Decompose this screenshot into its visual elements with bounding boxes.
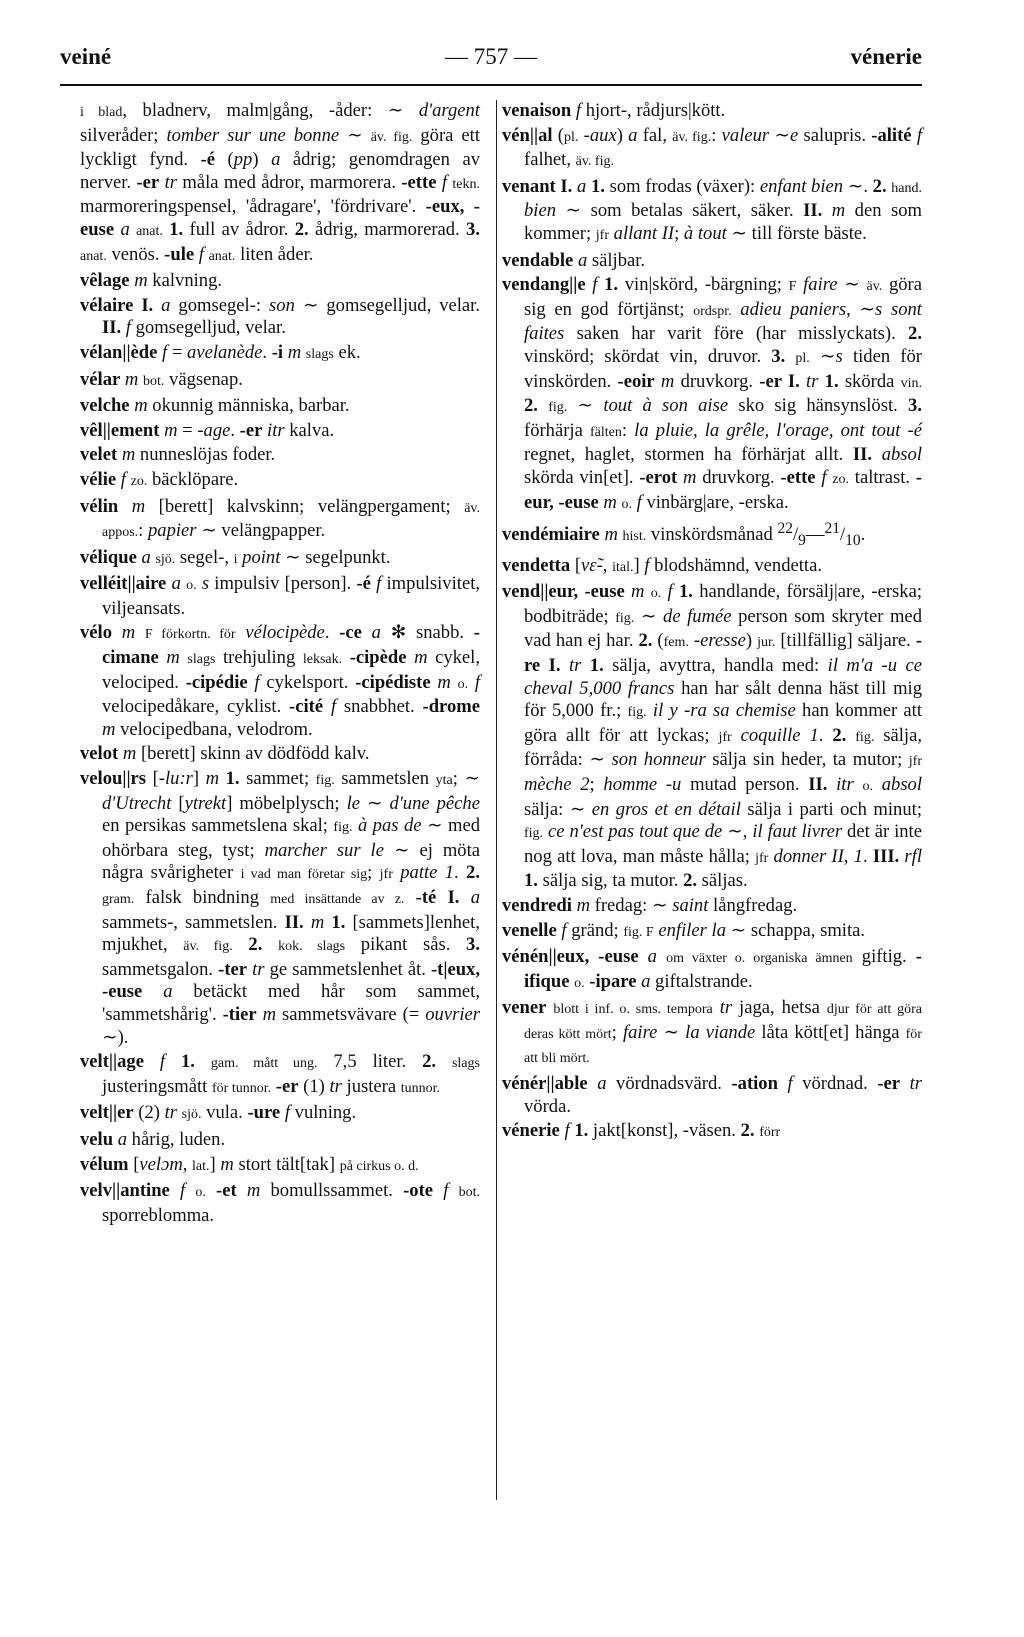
page-number: — 757 — [445,44,537,69]
header-last-word: vénerie [850,44,922,69]
dictionary-entry: vén||al (pl. -aux) a fal, äv. fig.: valeur ∼e salupris. -alité f falhet, äv. fig. [502,124,922,171]
right-column [502,100,922,1147]
dictionary-entry: velou||rs [-lu:r] m 1. sammet; fig. sammetslen yta; ∼ d'Utrecht [ytrekt] möbelplysch; le ∼ d'une pêche en persikas sammetslena skal; fig. à pas de ∼ med ohörbara steg, tyst; marcher sur le ∼ ej möta några svårigheter i vad man företar sig; jfr patte 1. 2. gram. falsk bindning med insättande av z. -té I. a sammets-, sammetslen. II. m 1. [sammets]lenhet, mjukhet, äv. fig. 2. kok. slags pikant sås. 3. sammetsgalon. -ter tr ge sammetslenhet åt. -t|eux, -euse a betäckt med hår som sammet, 'sammetshårig'. -tier m sammetsvävare (= ouvrier ∼). [80,768,481,1048]
header-first-word: veiné [60,44,112,69]
dictionary-entry: velu a hårig, luden. [80,1128,226,1150]
dictionary-entry: velet m nunneslöjas foder. [80,444,276,466]
dictionary-entry: vélique a sjö. segel-, i point ∼ segelpunkt. [80,546,391,568]
dictionary-entry: vélum [velɔm, lat.] m stort tält[tak] på cirkus o. d. [80,1153,419,1175]
dictionary-entry: vélaire I. a gomsegel-: son ∼ gomsegelljud, velar. II. f gomsegelljud, velar. [80,294,480,339]
dictionary-entry: vénerie f 1. jakt[konst], -väsen. 2. förr [502,1120,781,1142]
left-column [80,100,480,1229]
column-separator [496,100,497,1500]
dictionary-entry: velt||age f 1. gam. mått ung. 7,5 liter. 2. slags justeringsmått för tunnor. -er (1) tr justera tunnor. [80,1051,480,1097]
dictionary-entry: velléit||aire a o. s impulsiv [person]. -é f impulsivitet, viljeansats. [80,573,481,619]
dictionary-entry: velt||er (2) tr sjö. vula. -ure f vulning. [80,1102,357,1124]
dictionary-entry: vendang||e f 1. vin|skörd, -bärgning; F faire ∼ äv. göra sig en god förtjänst; ordspr. adieu paniers, ∼s sont faites saken har varit före (har misslyckats). 2. vinskörd; skördat vin, druvor. 3. pl. ∼s tiden för vinskörden. -eoir m druvkorg. -er I. tr 1. skörda vin. 2. fig. ∼ tout à son aise sko sig hänsynslöst. 3. förhärja fälten: la pluie, la grêle, l'orage, ont tout -é regnet, haglet, stormen ha förhärjat allt. II. absol skörda vin[et]. -erot m druvkorg. -ette f zo. taltrast. -eur, -euse m o. f vinbärg|are, -erska. [502,274,923,513]
dictionary-entry: vêl||ement m = -age. -er itr kalva. [80,419,335,441]
dictionary-entry: vélin m [berett] kalvskinn; velängpergament; äv. appos.: papier ∼ velängpapper. [80,495,480,542]
dictionary-entry: vélar m bot. vägsenap. [80,368,243,390]
header-rule [60,84,922,86]
dictionary-entry: vend||eur, -euse m o. f 1. handlande, försälj|are, -erska; bodbiträde; fig. ∼ de fumée person som skryter med vad han ej har. 2. (fem. -eresse) jur. [tillfällig] säljare. -re I. tr 1. sälja, avyttra, handla med: il m'a -u ce cheval 5,000 francs han har sålt denna häst till mig för 5,000 fr.; fig. il y -ra sa chemise han kommer att göra allt för att lyckas; jfr coquille 1. 2. fig. sälja, förråda: ∼ son honneur sälja sin heder, ta mutor; jfr mèche 2; homme -u mutad person. II. itr o. absol sälja: ∼ en gros et en détail sälja i parti och minut; fig. ce n'est pas tout que de ∼, il faut livrer det är inte nog att lova, man måste hålla; jfr donner II, 1. III. rfl 1. sälja sig, ta mutor. 2. säljas. [502,581,923,892]
dictionary-entry: venelle f gränd; fig. F enfiler la ∼ schappa, smita. [502,919,866,941]
dictionary-entry: vendable a säljbar. [502,249,646,271]
dictionary-entry: vendredi m fredag: ∼ saint långfredag. [502,894,798,916]
dictionary-entry: venaison f hjort-, rådjurs|kött. [502,100,726,121]
dictionary-entry: venant I. a 1. som frodas (växer): enfant bien ∼. 2. hand. bien ∼ som betalas säkert, säker. II. m den som kommer; jfr allant II; à tout ∼ till förste bäste. [502,175,923,244]
dictionary-entry: vélie f zo. bäcklöpare. [80,468,239,490]
dictionary-entry: vendetta [vɛ̃-, ital.] f blodshämnd, vendetta. [502,554,822,576]
dictionary-entry: vénén||eux, -euse a om växter o. organiska ämnen giftig. -ifique o. -ipare a giftalstrande. [502,946,922,992]
dictionary-entry: vener blott i inf. o. sms. tempora tr jaga, hetsa djur för att göra deras kött mört; faire ∼ la viande låta kött[et] hänga för att bli mört. [502,997,922,1067]
dictionary-entry: velot m [berett] skinn av dödfödd kalv. [80,743,370,765]
dictionary-entry: velche m okunnig människa, barbar. [80,395,350,417]
dictionary-entry: vêlage m kalvning. [80,270,223,292]
dictionary-entry: vélo m F förkortn. för vélocipède. -ce a ✻ snabb. -cimane m slags trehjuling leksak. -cipède m cykel, velociped. -cipédie f cykelsport. -cipédiste m o. f velocipedåkare, cyklist. -cité f snabbhet. -drome m velocipedbana, velodrom. [80,622,481,740]
page-header [60,44,922,78]
dictionary-entry: velv||antine f o. -et m bomullssammet. -ote f bot. sporreblomma. [80,1180,480,1226]
dictionary-entry: vénér||able a vördnadsvärd. -ation f vördnad. -er tr vörda. [502,1073,922,1117]
dictionary-entry: vélan||ède f = avelanède. -i m slags ek. [80,341,361,363]
dictionary-entry: i blad, bladnerv, malm|gång, -åder: ∼ d'argent silveråder; tomber sur une bonne ∼ äv. fig. göra ett lyckligt fynd. -é (pp) a ådrig; genomdragen av nerver. -er tr måla med ådror, marmorera. -ette f tekn. marmoreringspensel, 'ådragare', 'fördrivare'. -eux, -euse a anat. 1. full av ådror. 2. ådrig, marmorerad. 3. anat. venös. -ule f anat. liten åder. [80,100,481,265]
dictionary-entry: vendémiaire m hist. vinskördsmånad $^{22}/_9—^{21}/_{10}$. [502,520,866,549]
